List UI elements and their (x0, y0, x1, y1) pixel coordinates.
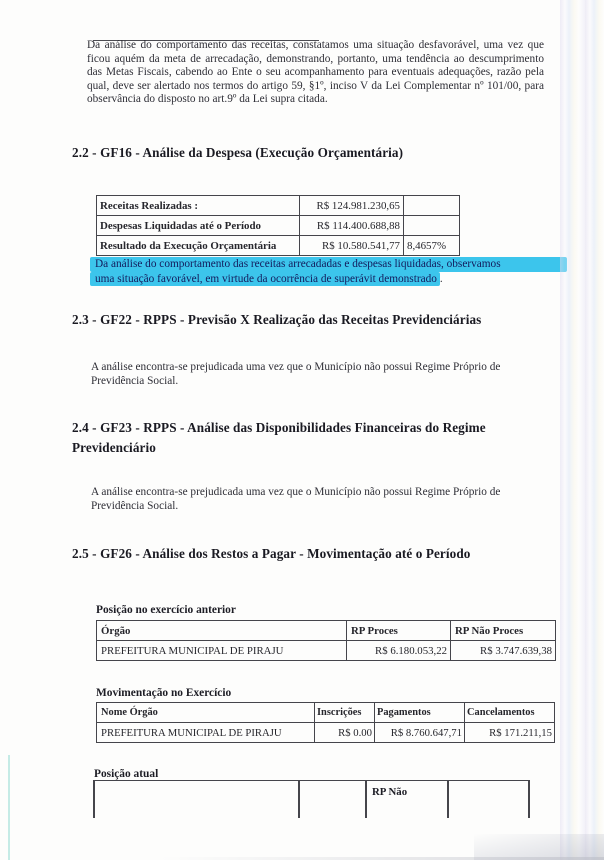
column-header: RP Não Proces (451, 621, 556, 641)
rpps-note-paragraph: A análise encontra-se prejudicada uma vez que o Município não possui Regime Próprio de Previdência Social. (91, 486, 501, 512)
scan-corner-shadow (474, 834, 604, 860)
table-border (93, 781, 95, 818)
section-2-4-heading: 2.4 - GF23 - RPPS - Análise das Disponibilidades Financeiras do Regime Previdenciário (72, 420, 486, 455)
table-border (298, 781, 300, 818)
table-cell-percent: 8,4657% (404, 236, 460, 256)
column-header: Pagamentos (375, 703, 465, 723)
table-cell-value: R$ 0.00 (315, 723, 375, 743)
table-cell-value: R$ 10.580.541,77 (300, 236, 404, 256)
scan-hairline-artifact (8, 755, 10, 860)
table-header-row (97, 703, 555, 723)
column-header: Inscrições (315, 703, 375, 723)
table-cell-percent (404, 216, 460, 236)
highlighted-text: Da análise do comportamento das receitas arrecadadas e despesas liquidadas, observamos (95, 258, 501, 270)
rpps-note-paragraph: A análise encontra-se prejudicada uma vez que o Município não possui Regime Próprio de Previdência Social. (91, 361, 501, 387)
highlighted-text-line-2 (90, 272, 443, 287)
highlight-tail-period: . (439, 272, 443, 285)
table-cell-value: R$ 6.180.053,22 (347, 641, 451, 661)
budget-execution-table (96, 195, 460, 256)
table-cell-label: Receitas Realizadas : (97, 196, 300, 216)
table-row (97, 723, 555, 743)
intro-paragraph: Da análise do comportamento das receitas, constatamos uma situação desfavorável, uma vez que ficou aquém da meta de arrecadação, demonstrando, portanto, uma tendência ao descumprimento das Metas Fiscais, cabendo ao Ente o seu acompanhamento para eventuais adequações, razão pela qual, deve ser alertado nos termos do artigo 59, §1º, inciso V da Lei Complementar nº 101/00, para observância do disposto no art.9º da Lei supra citada. (87, 39, 544, 106)
table-cell-label: Resultado da Execução Orçamentária (97, 236, 300, 256)
table-header-row (97, 621, 556, 641)
table-cell-value: R$ 114.400.688,88 (300, 216, 404, 236)
table-border (365, 781, 367, 818)
highlighted-text: uma situação favorável, em virtude da ocorrência de superávit demonstrado (90, 272, 440, 287)
scan-streaks-artifact (560, 0, 604, 860)
highlighted-text-line-1 (90, 257, 567, 272)
table-cell-organ: PREFEITURA MUNICIPAL DE PIRAJU (97, 641, 347, 661)
column-header: Órgão (97, 621, 347, 641)
section-2-3-heading: 2.3 - GF22 - RPPS - Previsão X Realização das Receitas Previdenciárias (72, 312, 482, 327)
table-cell-percent (404, 196, 460, 216)
table-cell-value: R$ 8.760.647,71 (375, 723, 465, 743)
table-cell-value: R$ 124.981.230,65 (300, 196, 404, 216)
table-row (97, 216, 460, 236)
column-header: Nome Órgão (97, 703, 315, 723)
current-position-table-partial (93, 780, 530, 818)
table-row (97, 236, 460, 256)
table-cell-organ: PREFEITURA MUNICIPAL DE PIRAJU (97, 723, 315, 743)
table-row (97, 196, 460, 216)
movement-label: Movimentação no Exercício (96, 687, 232, 699)
column-header: Cancelamentos (465, 703, 555, 723)
table-border (528, 781, 530, 818)
table-border (447, 781, 449, 818)
table-cell-label: Despesas Liquidadas até o Período (97, 216, 300, 236)
table-cell-value: R$ 3.747.639,38 (451, 641, 556, 661)
column-header: RP Proces (347, 621, 451, 641)
previous-year-position-table (96, 620, 556, 661)
rp-nao-column-header: RP Não (372, 786, 408, 798)
movement-table (96, 702, 555, 743)
section-2-2-heading: 2.2 - GF16 - Análise da Despesa (Execução Orçamentária) (72, 145, 404, 160)
section-2-5-heading: 2.5 - GF26 - Análise dos Restos a Pagar - Movimentação até o Período (72, 546, 471, 561)
table-row (97, 641, 556, 661)
table-cell-value: R$ 171.211,15 (465, 723, 555, 743)
current-position-label: Posição atual (94, 768, 159, 780)
previous-position-label: Posição no exercício anterior (96, 604, 236, 616)
